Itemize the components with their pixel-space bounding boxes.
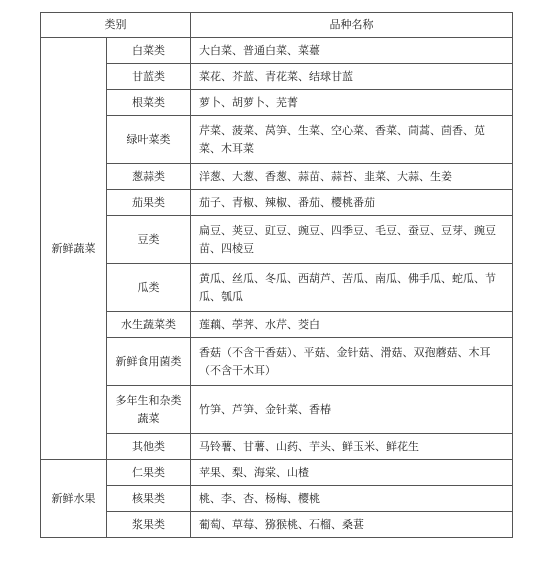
subcategory-cell: 多年生和杂类蔬菜 bbox=[107, 386, 191, 434]
header-row bbox=[41, 13, 513, 38]
header-variety-name: 品种名称 bbox=[191, 13, 513, 38]
subcategory-cell: 新鲜食用菌类 bbox=[107, 338, 191, 386]
table-row bbox=[41, 90, 513, 116]
varieties-cell: 菜花、芥蓝、青花菜、结球甘蓝 bbox=[191, 64, 513, 90]
header-category: 类别 bbox=[41, 13, 191, 38]
table-row bbox=[41, 312, 513, 338]
table-row bbox=[41, 190, 513, 216]
group-label: 新鲜水果 bbox=[41, 460, 107, 538]
table-row bbox=[41, 264, 513, 312]
subcategory-cell: 绿叶菜类 bbox=[107, 116, 191, 164]
subcategory-cell: 水生蔬菜类 bbox=[107, 312, 191, 338]
table-row bbox=[41, 386, 513, 434]
subcategory-cell: 仁果类 bbox=[107, 460, 191, 486]
table-row bbox=[41, 38, 513, 64]
subcategory-cell: 茄果类 bbox=[107, 190, 191, 216]
table-row bbox=[41, 64, 513, 90]
varieties-cell: 黄瓜、丝瓜、冬瓜、西葫芦、苦瓜、南瓜、佛手瓜、蛇瓜、节瓜、瓠瓜 bbox=[191, 264, 513, 312]
group-label: 新鲜蔬菜 bbox=[41, 38, 107, 460]
varieties-cell: 芹菜、菠菜、莴笋、生菜、空心菜、香菜、茼蒿、茴香、苋菜、木耳菜 bbox=[191, 116, 513, 164]
subcategory-cell: 豆类 bbox=[107, 216, 191, 264]
table-row bbox=[41, 116, 513, 164]
varieties-cell: 大白菜、普通白菜、菜薹 bbox=[191, 38, 513, 64]
varieties-cell: 桃、李、杏、杨梅、樱桃 bbox=[191, 486, 513, 512]
produce-category-table bbox=[40, 12, 513, 538]
subcategory-cell: 甘蓝类 bbox=[107, 64, 191, 90]
varieties-cell: 茄子、青椒、辣椒、番茄、樱桃番茄 bbox=[191, 190, 513, 216]
table-row bbox=[41, 460, 513, 486]
table-row bbox=[41, 486, 513, 512]
varieties-cell: 萝卜、胡萝卜、芜菁 bbox=[191, 90, 513, 116]
subcategory-cell: 浆果类 bbox=[107, 512, 191, 538]
varieties-cell: 香菇（不含干香菇）、平菇、金针菇、滑菇、双孢蘑菇、木耳（不含干木耳） bbox=[191, 338, 513, 386]
table-row bbox=[41, 216, 513, 264]
subcategory-cell: 葱蒜类 bbox=[107, 164, 191, 190]
varieties-cell: 葡萄、草莓、猕猴桃、石榴、桑葚 bbox=[191, 512, 513, 538]
table-row bbox=[41, 434, 513, 460]
varieties-cell: 竹笋、芦笋、金针菜、香椿 bbox=[191, 386, 513, 434]
subcategory-cell: 核果类 bbox=[107, 486, 191, 512]
subcategory-cell: 其他类 bbox=[107, 434, 191, 460]
varieties-cell: 洋葱、大葱、香葱、蒜苗、蒜苔、韭菜、大蒜、生姜 bbox=[191, 164, 513, 190]
table-row bbox=[41, 164, 513, 190]
varieties-cell: 扁豆、荚豆、豇豆、豌豆、四季豆、毛豆、蚕豆、豆芽、豌豆苗、四棱豆 bbox=[191, 216, 513, 264]
table-row bbox=[41, 338, 513, 386]
varieties-cell: 马铃薯、甘薯、山药、芋头、鲜玉米、鲜花生 bbox=[191, 434, 513, 460]
subcategory-cell: 根菜类 bbox=[107, 90, 191, 116]
table-row bbox=[41, 512, 513, 538]
subcategory-cell: 瓜类 bbox=[107, 264, 191, 312]
varieties-cell: 莲藕、荸荠、水芹、茭白 bbox=[191, 312, 513, 338]
varieties-cell: 苹果、梨、海棠、山楂 bbox=[191, 460, 513, 486]
subcategory-cell: 白菜类 bbox=[107, 38, 191, 64]
